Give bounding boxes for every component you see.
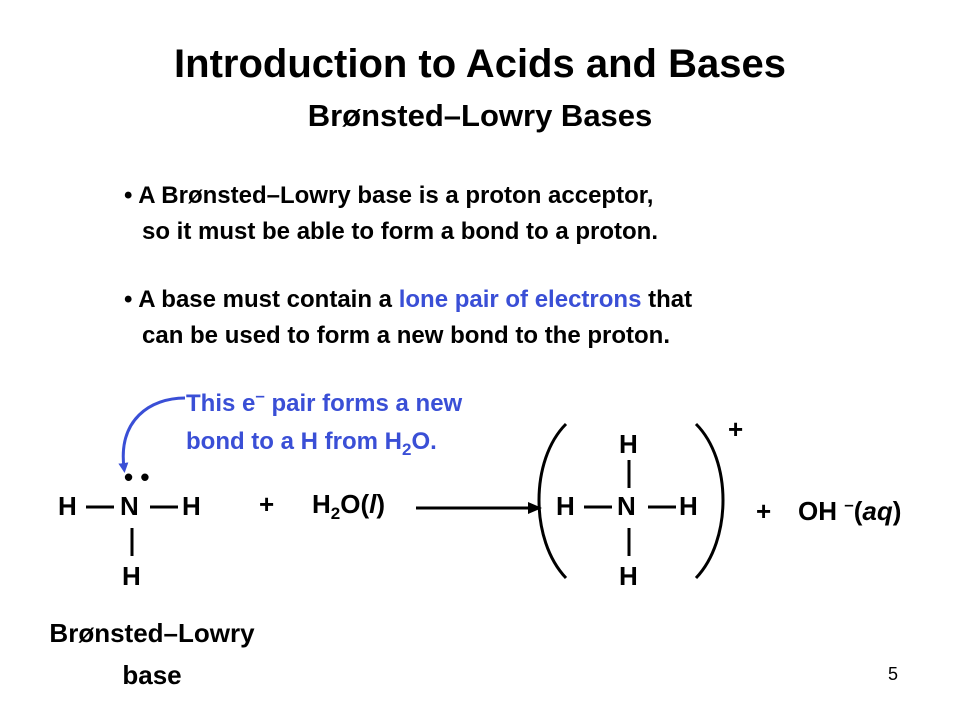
bullet-1-text-1: A Brønsted–Lowry base is a proton acceptor, — [138, 182, 654, 209]
atom-n: N — [120, 491, 139, 521]
annotation-text-2-after: O. — [411, 428, 437, 455]
plus-sign-1: + — [259, 489, 275, 519]
slide-subtitle: Brønsted–Lowry Bases — [307, 98, 653, 133]
atom-nh4-h-left: H — [556, 491, 575, 521]
hydroxide-oh: OH — [798, 496, 837, 526]
annotation-text-1: This e — [186, 390, 256, 417]
atom-h-bottom: H — [122, 561, 141, 591]
hydroxide-open: ( — [853, 496, 863, 526]
atom-h-right: H — [182, 491, 201, 521]
bullet-2-text-before: A base must contain a — [138, 286, 399, 313]
atom-nh4-h-top: H — [619, 429, 638, 459]
bullet-1-line-2: so it must be able to form a bond to a proton. — [142, 218, 658, 245]
hydroxide-state: aq — [862, 496, 893, 526]
hydroxide-charge: – — [844, 495, 854, 514]
hydroxide-close: ) — [892, 496, 902, 526]
electron-superscript: – — [255, 386, 265, 405]
bullet-2-text-after: that — [641, 286, 693, 313]
water-h: H — [312, 489, 331, 519]
slide-title: Introduction to Acids and Bases — [174, 42, 786, 86]
right-bracket — [696, 424, 723, 578]
hydroxide-formula — [798, 496, 901, 527]
lone-pair-dots: • • — [124, 462, 150, 492]
water-subscript: 2 — [330, 504, 341, 523]
annotation-subscript: 2 — [401, 440, 412, 459]
hydroxide-plus: + — [756, 496, 772, 526]
atom-nh4-h-right: H — [679, 491, 698, 521]
base-label — [10, 612, 294, 696]
water-state: l — [369, 489, 377, 519]
atom-nh4-n: N — [617, 491, 636, 521]
page-number: 5 — [888, 664, 899, 684]
water-formula — [312, 489, 386, 523]
bullet-2-line-2: can be used to form a new bond to the proton. — [142, 322, 670, 349]
base-label-line-2: base — [122, 660, 182, 690]
annotation-text-2: bond to a H from H — [186, 428, 402, 455]
bullet-symbol: • — [124, 182, 133, 209]
annotation-text-1-rest: pair forms a new — [264, 390, 463, 417]
ammonium-charge: + — [728, 414, 744, 444]
curved-electron-arrow — [123, 398, 185, 468]
lone-pair-highlight: lone pair of electrons — [398, 286, 642, 313]
atom-h-left: H — [58, 491, 77, 521]
base-label-line-1: Brønsted–Lowry — [49, 618, 255, 648]
water-o: O( — [340, 489, 370, 519]
water-close: ) — [376, 489, 386, 519]
atom-nh4-h-bottom: H — [619, 561, 638, 591]
bullet-symbol: • — [124, 286, 133, 313]
